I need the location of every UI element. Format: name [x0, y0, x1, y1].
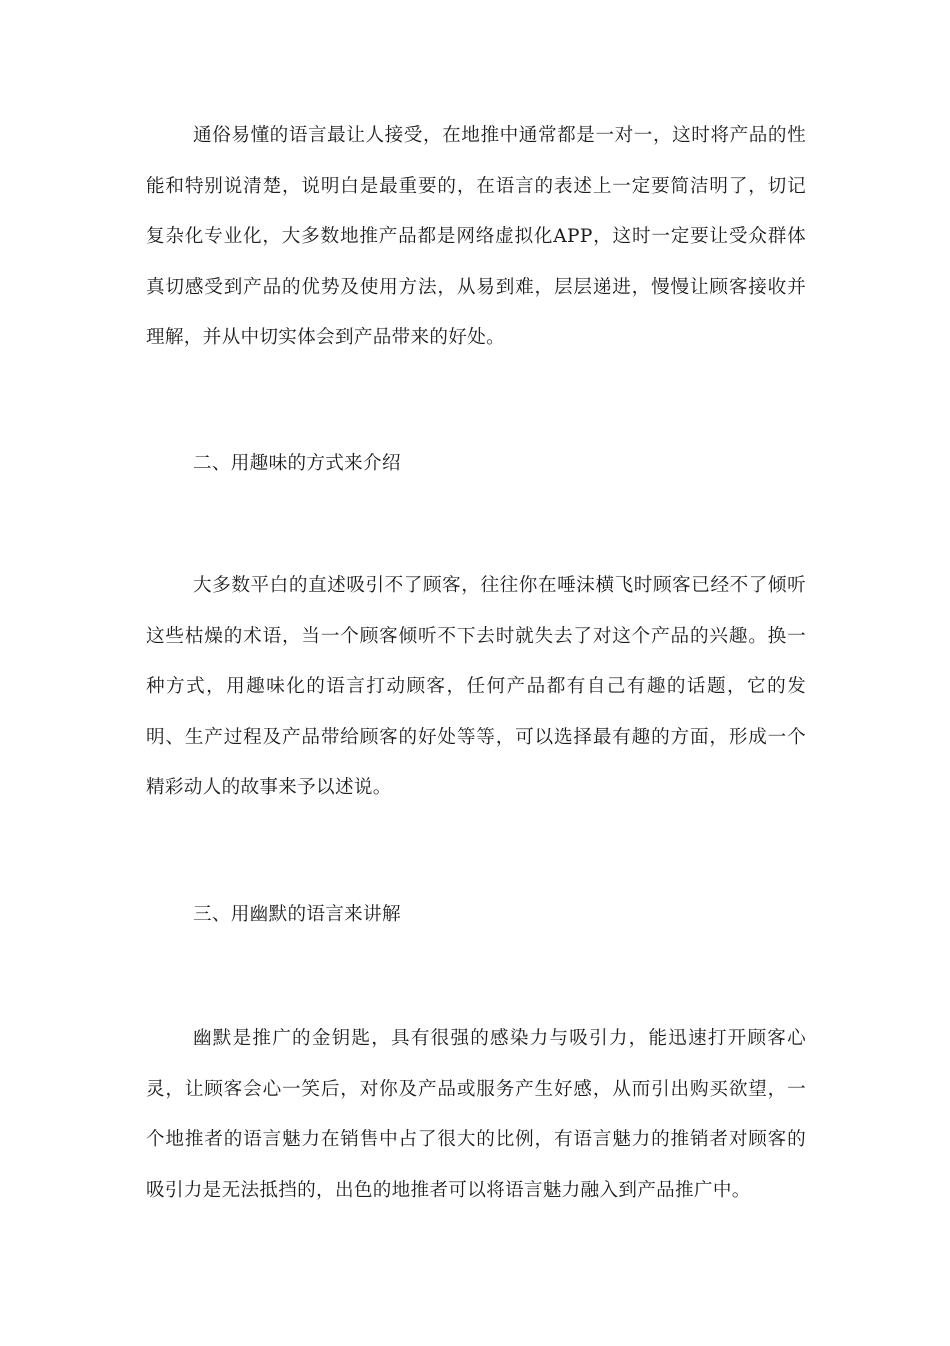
- paragraph-fun-introduction: 大多数平白的直述吸引不了顾客，往往你在唾沫横飞时顾客已经不了倾听这些枯燥的术语，当一个顾客倾听不下去时就失去了对这个产品的兴趣。换一种方式，用趣味化的语言打动顾客，任何产品都有自己有趣的话题，它的发明、生产过程及产品带给顾客的好处等等，可以选择最有趣的方面，形成一个精彩动人的故事来予以述说。: [146, 575, 806, 798]
- section-heading-fun-introduction: 二、用趣味的方式来介绍: [193, 453, 401, 474]
- paragraph-humor: 幽默是推广的金钥匙，具有很强的感染力与吸引力，能迅速打开顾客心灵，让顾客会心一笑后，对你及产品或服务产生好感，从而引出购买欲望，一个地推者的语言魅力在销售中占了很大的比例，有语言魅力的推销者对顾客的吸引力是无法抵挡的，出色的地推者可以将语言魅力融入到产品推广中。: [146, 1028, 806, 1201]
- paragraph-plain-language: 通俗易懂的语言最让人接受，在地推中通常都是一对一，这时将产品的性能和特别说清楚，说明白是最重要的，在语言的表述上一定要简洁明了，切记复杂化专业化，大多数地推产品都是网络虚拟化APP，这时一定要让受众群体真切感受到产品的优势及使用方法，从易到难，层层递进，慢慢让顾客接收并理解，并从中切实体会到产品带来的好处。: [146, 125, 806, 348]
- section-heading-humor: 三、用幽默的语言来讲解: [193, 904, 401, 925]
